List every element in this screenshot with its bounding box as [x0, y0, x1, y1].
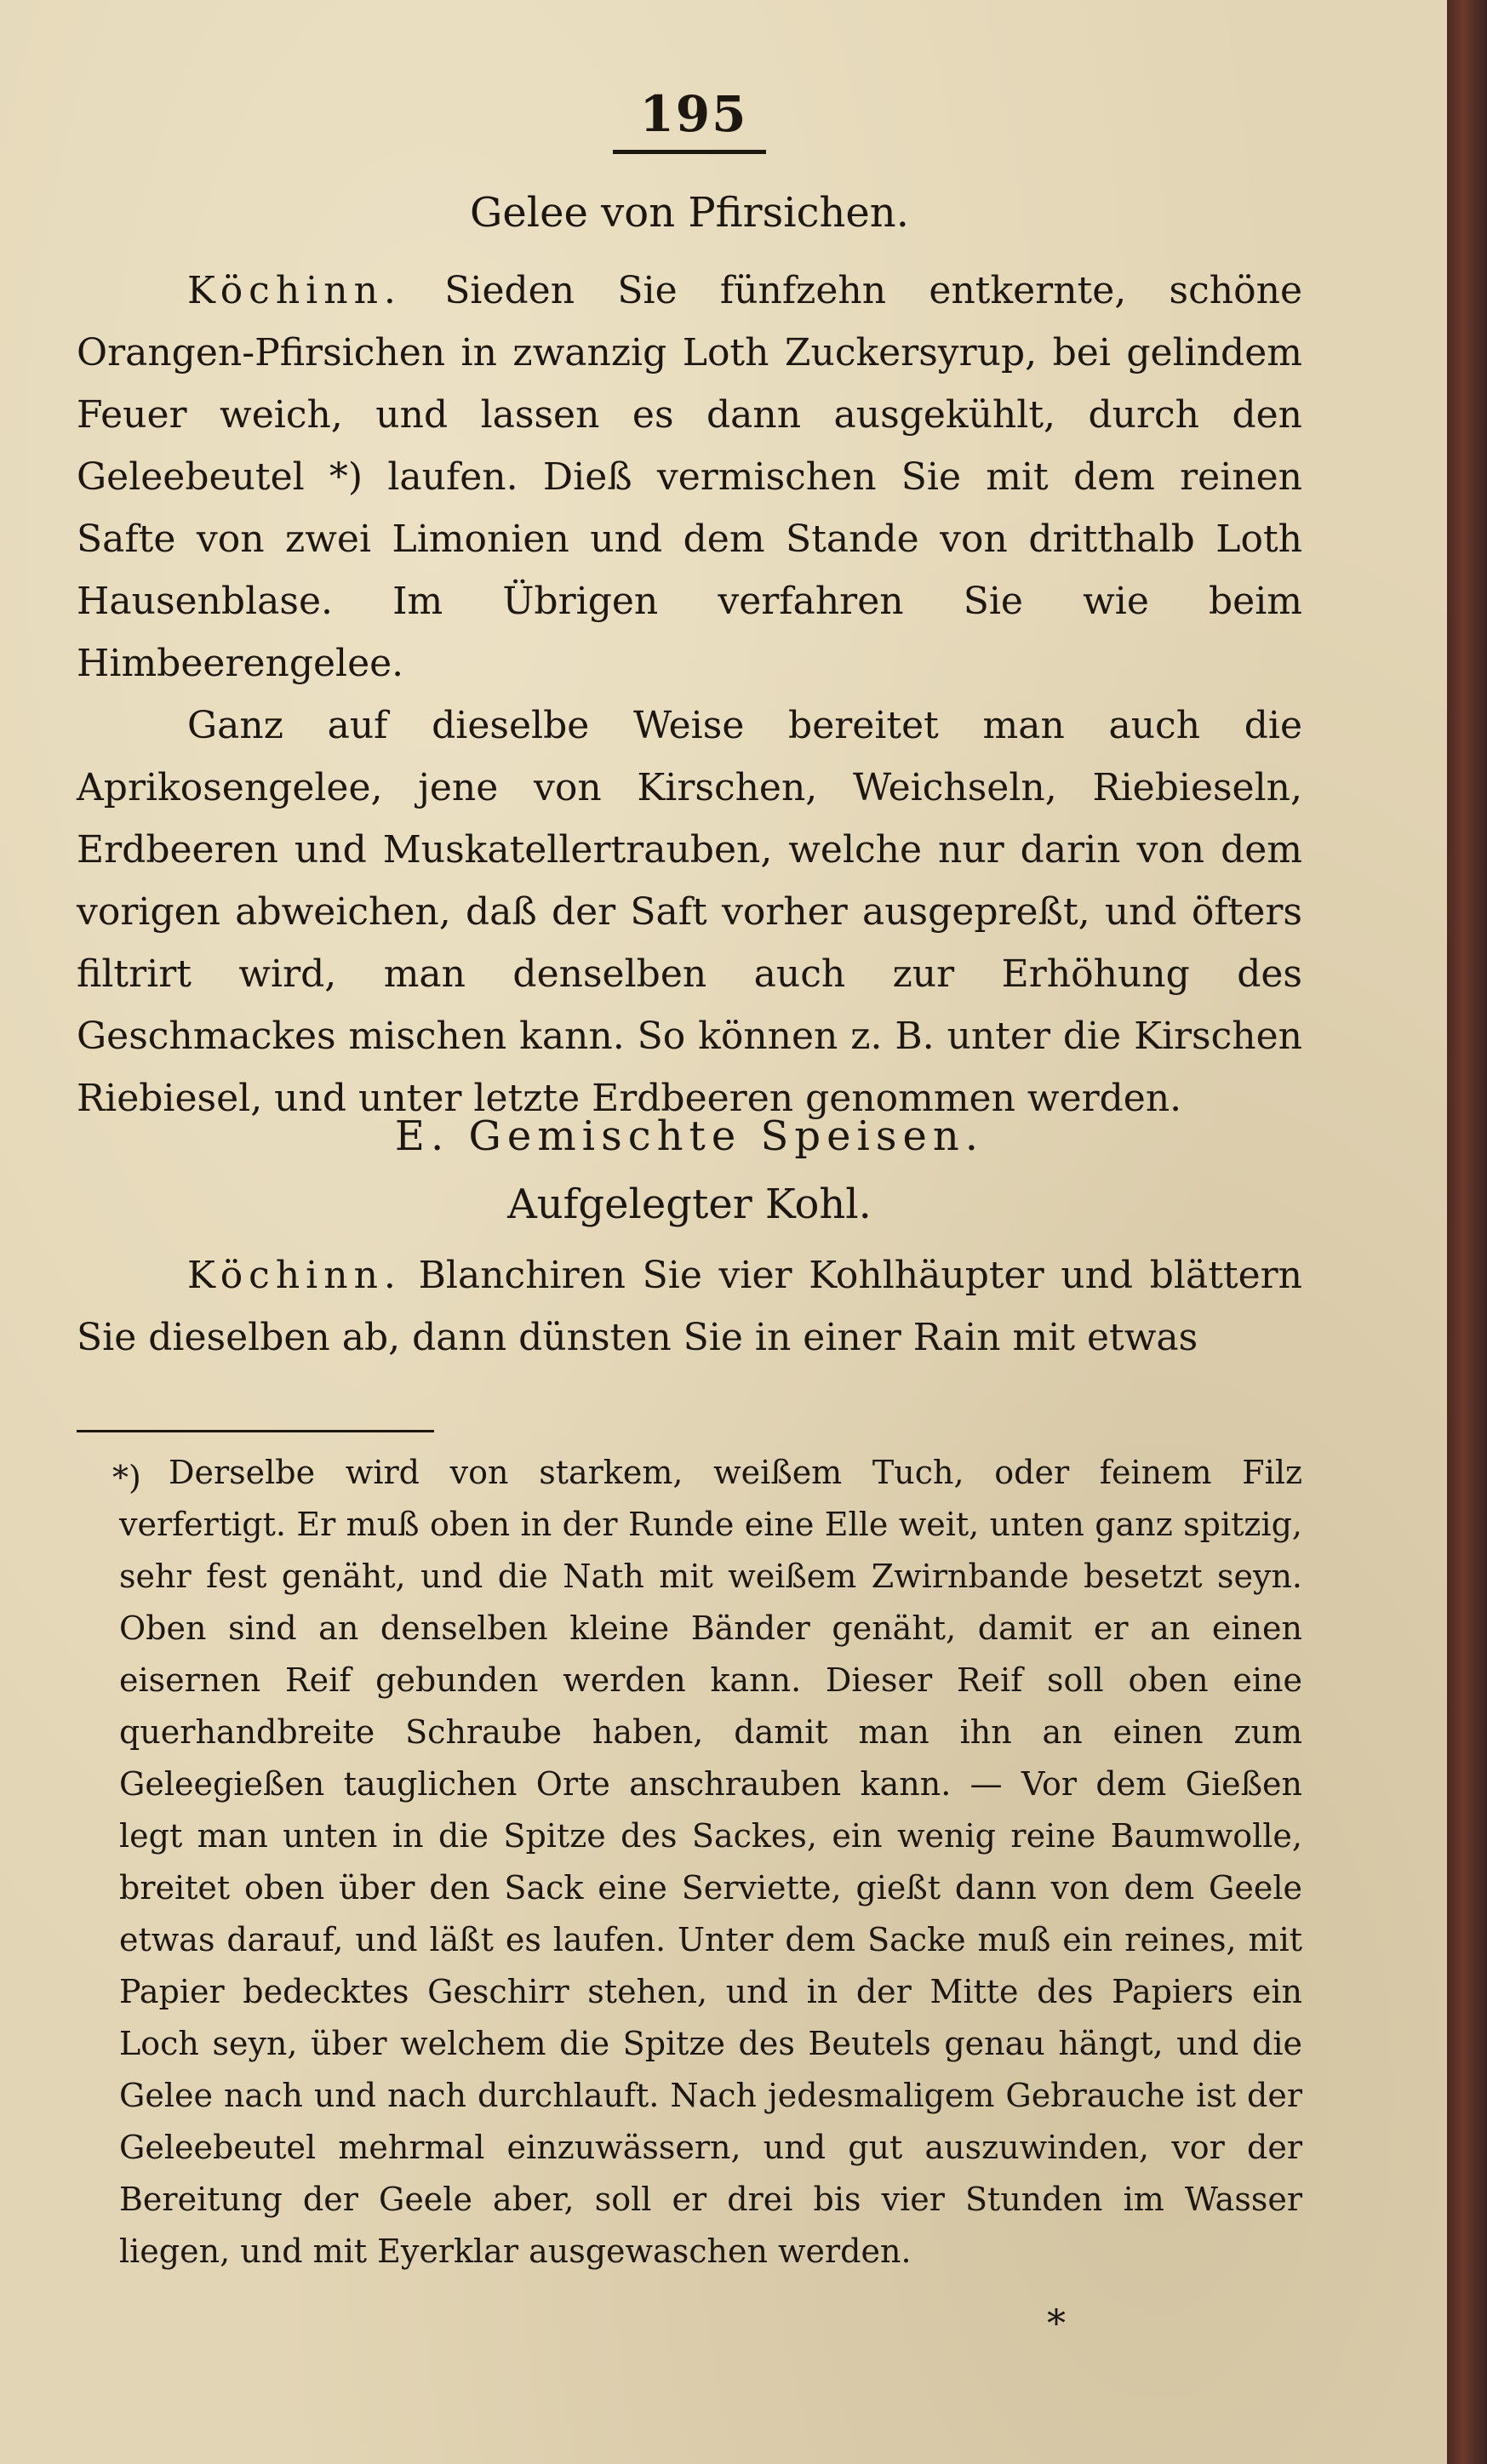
speaker-label: Köchinn.	[187, 269, 402, 312]
footnote-rule	[77, 1430, 434, 1432]
recipe-title-kohl: Aufgelegter Kohl.	[507, 1181, 872, 1228]
section-gelee-von-pfirsichen	[77, 183, 1302, 1129]
speaker-label: Köchinn.	[187, 1254, 402, 1297]
catchword-asterisk: *	[1047, 2302, 1066, 2346]
page-number-rule	[613, 150, 766, 154]
section-heading: E. Gemischte Speisen.	[394, 1112, 985, 1160]
page-number: 195	[639, 85, 748, 143]
recipe-title-gelee: Gelee von Pfirsichen.	[470, 189, 909, 237]
paragraph-text: Sieden Sie fünfzehn entkernte, schöne Orangen-Pfirsichen in zwanzig Loth Zuckersyrup, bei gelindem Feuer weich, und lassen es dann ausgekühlt, durch den Geleebeutel *) laufen. Dieß vermischen Sie mit dem reinen Safte von zwei Limonien und dem Stande von dritthalb Loth Hausenblase. Im Übrigen verfahren Sie wie beim Himbeerengelee.	[77, 269, 1302, 685]
book-binding-edge	[1447, 0, 1487, 2464]
footnote-text: Derselbe wird von starkem, weißem Tuch, oder feinem Filz verfertigt. Er muß oben in der Runde eine Elle weit, unten ganz spitzig, sehr fest genäht, und die Nath mit weißem Zwirnbande besetzt seyn. Oben sind an denselben kleine Bänder genäht, damit er an einen eisernen Reif gebunden werden kann. Dieser Reif soll oben eine querhandbreite Schraube haben, damit man ihn an einen zum Geleegießen tauglichen Orte anschrauben kann. — Vor dem Gießen legt man unten in die Spitze des Sackes, ein wenig reine Baumwolle, breitet oben über den Sack eine Serviette, gießt dann von dem Geele etwas darauf, und läßt es laufen. Unter dem Sacke muß ein reines, mit Papier bedecktes Geschirr stehen, und in der Mitte des Papiers ein Loch seyn, über welchem die Spitze des Beutels genau hängt, und die Gelee nach und nach durchlauft. Nach jedesmaligem Gebrauche ist der Geleebeutel mehrmal einzuwässern, und gut auszuwinden, vor der Bereitung der Geele aber, soll er drei bis vier Stunden im Wasser liegen, und mit Eyerklar ausgewaschen werden.	[119, 1454, 1302, 2270]
recipe-paragraph-2: Ganz auf dieselbe Weise bereitet man auch die Aprikosengelee, jene von Kirschen, Weichseln, Riebieseln, Erdbeeren und Muskatellertrauben, welche nur darin von dem vorigen abweichen, daß der Saft vorher ausgepreßt, und öfters filtrirt wird, man denselben auch zur Erhöhung des Geschmackes mischen kann. So können z. B. unter die Kirschen Riebiesel, und unter letzte Erdbeeren genommen werden.	[77, 704, 1302, 1120]
recipe-paragraph-kohl	[77, 1244, 1302, 1369]
paragraph-text: Blanchiren Sie vier Kohlhäupter und blättern Sie dieselben ab, dann dünsten Sie in einer Rain mit etwas	[77, 1254, 1302, 1359]
recipe-paragraph-1	[77, 260, 1302, 695]
footnote-marker: *)	[112, 1459, 141, 1496]
section-gemischte-speisen	[77, 1106, 1302, 1369]
